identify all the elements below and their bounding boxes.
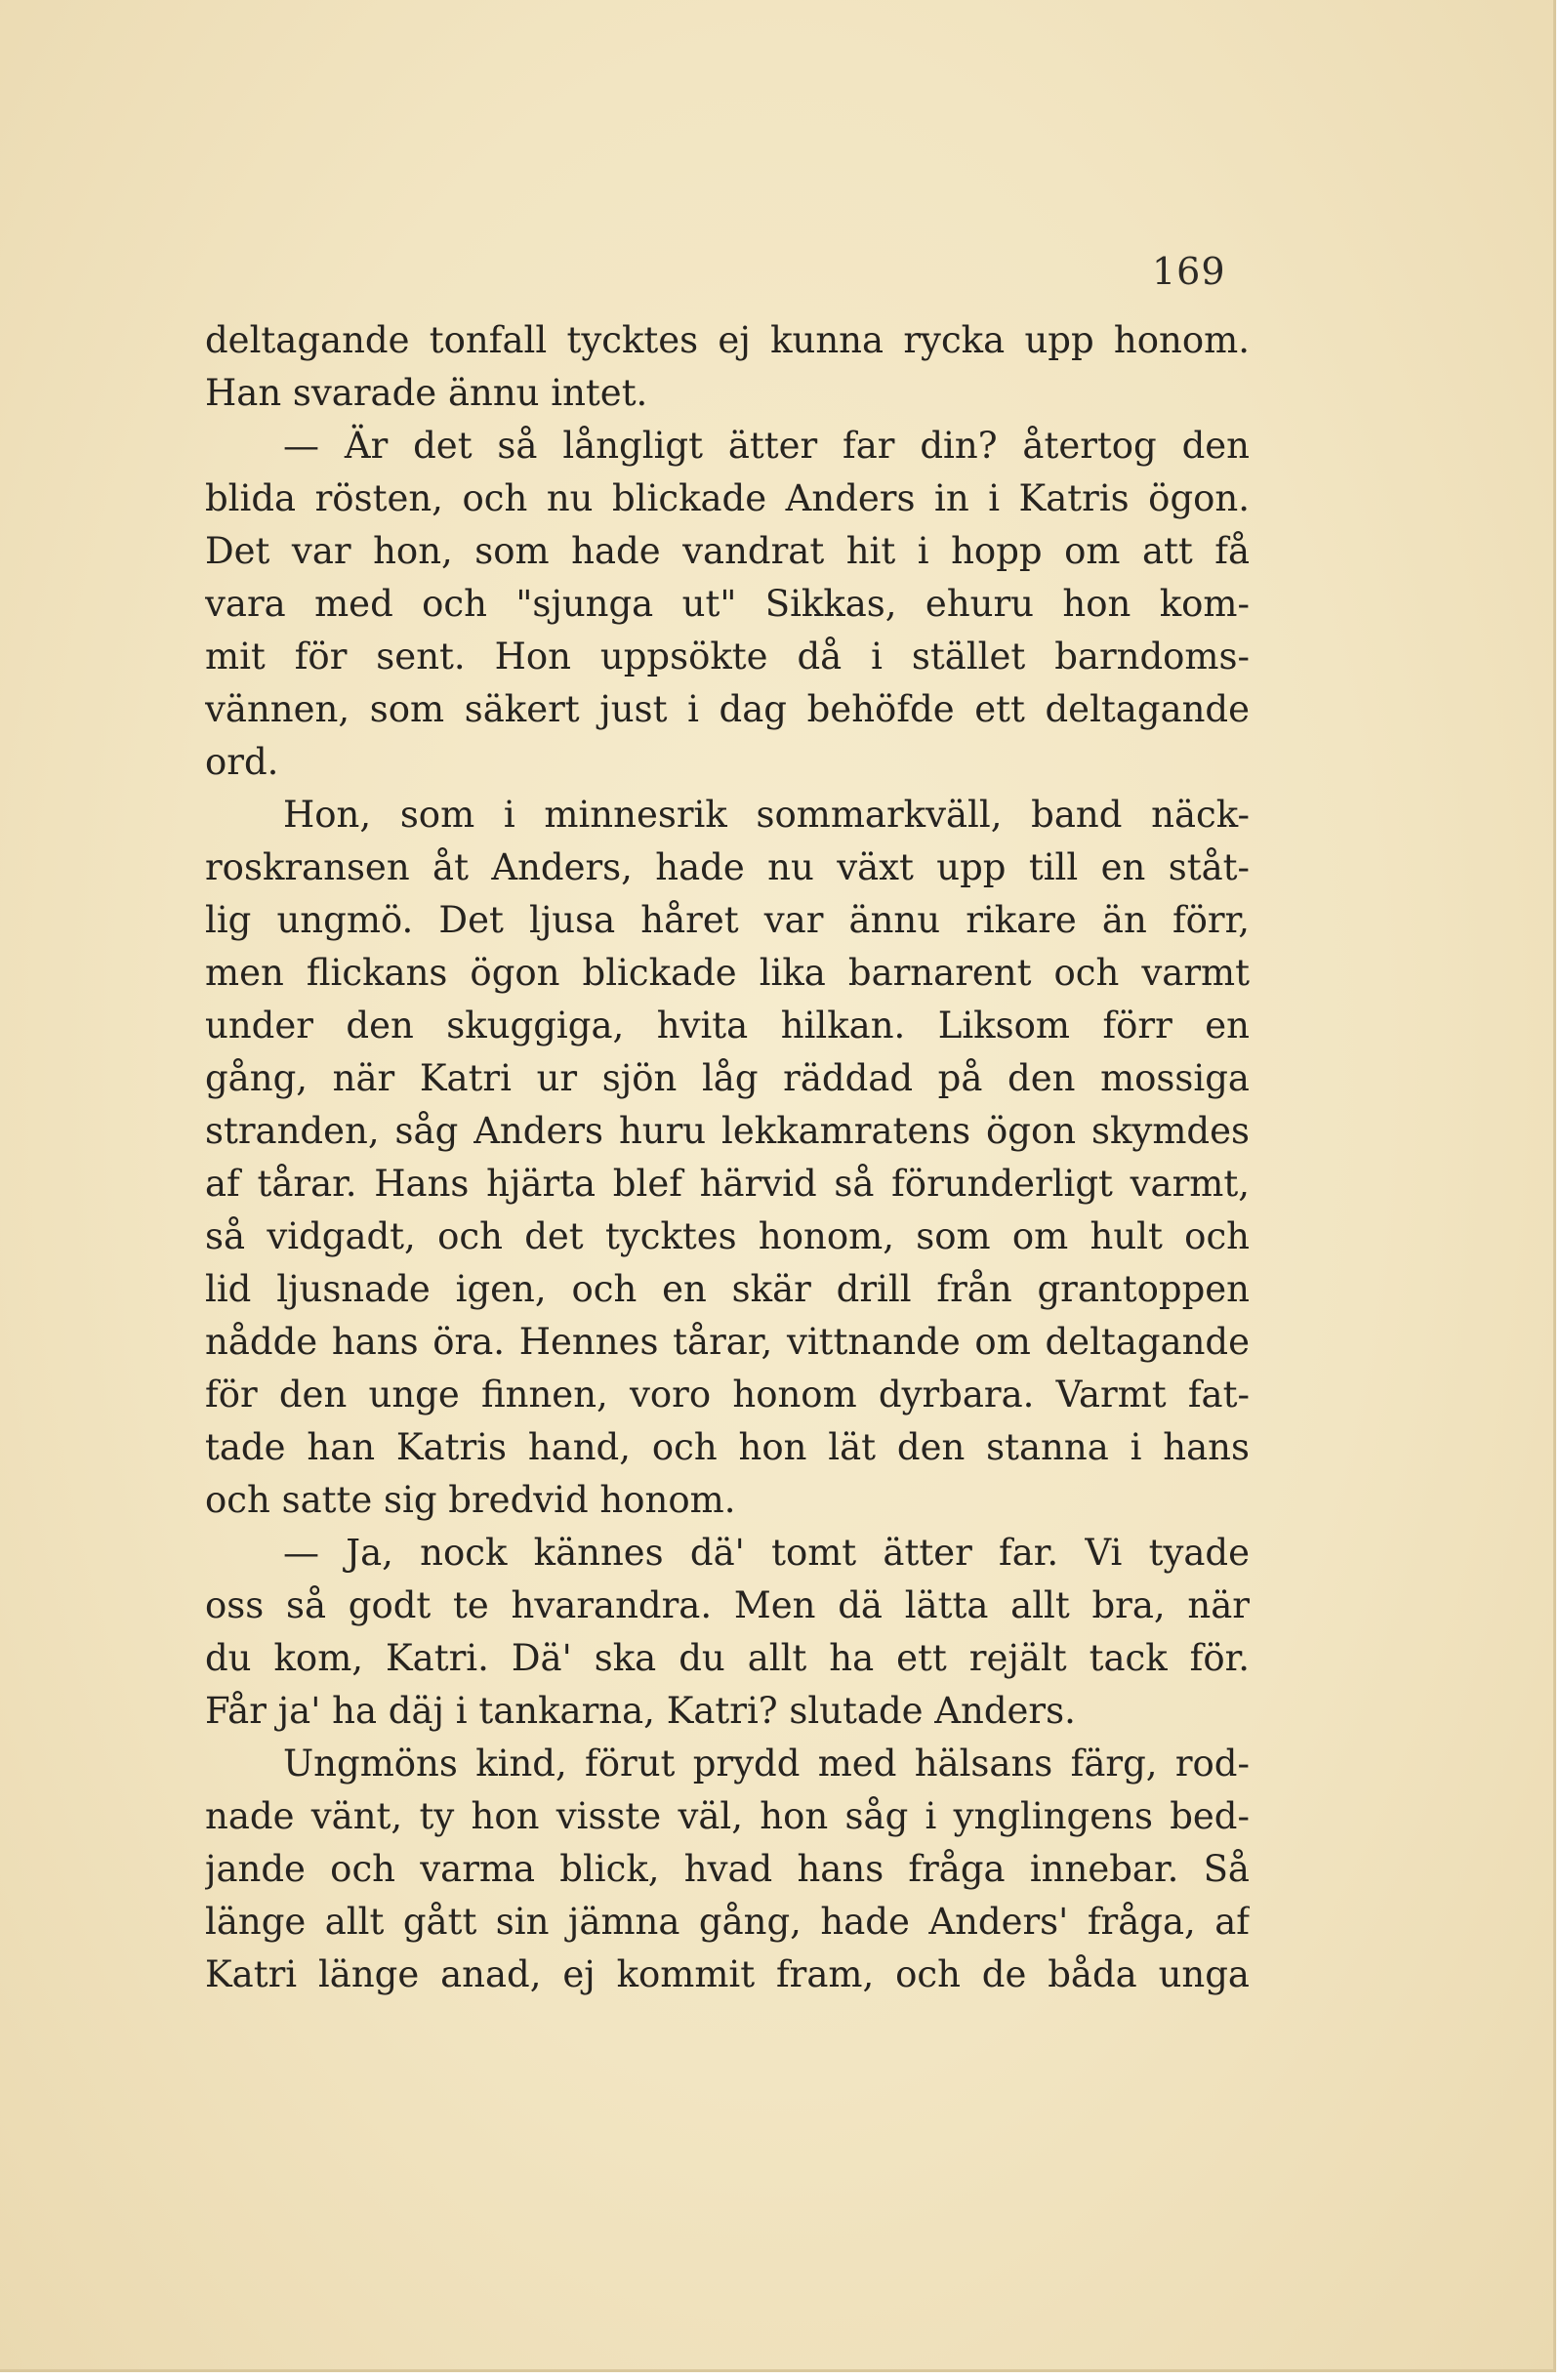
text-line: lid ljusnade igen, och en skär drill från grantoppen bbox=[205, 1268, 1250, 1310]
text-line: så vidgadt, och det tycktes honom, som om hult och bbox=[205, 1215, 1250, 1257]
text-line: deltagande tonfall tycktes ej kunna rycka upp honom. bbox=[205, 319, 1250, 361]
text-line: vara med och "sjunga ut" Sikkas, ehuru hon kom- bbox=[205, 583, 1250, 625]
text-line: blida rösten, och nu blickade Anders in i Katris ögon. bbox=[205, 477, 1250, 519]
text-line: länge allt gått sin jämna gång, hade Anders' fråga, af bbox=[205, 1901, 1250, 1943]
text-line: och satte sig bredvid honom. bbox=[205, 1479, 736, 1521]
text-line: vännen, som säkert just i dag behöfde ett deltagande bbox=[205, 688, 1250, 730]
text-line: Det var hon, som hade vandrat hit i hopp om att få bbox=[205, 530, 1250, 572]
text-line: roskransen åt Anders, hade nu växt upp till en ståt- bbox=[205, 846, 1250, 888]
text-line: Han svarade ännu intet. bbox=[205, 372, 648, 414]
page-number: 169 bbox=[1152, 250, 1226, 293]
text-line: mit för sent. Hon uppsökte då i stället barndoms- bbox=[205, 636, 1250, 677]
text-line: för den unge finnen, voro honom dyrbara. Varmt fat- bbox=[205, 1374, 1250, 1416]
text-line: under den skuggiga, hvita hilkan. Liksom förr en bbox=[205, 1005, 1250, 1046]
text-line: ord. bbox=[205, 741, 279, 783]
text-line: tade han Katris hand, och hon lät den stanna i hans bbox=[205, 1426, 1250, 1468]
text-line: Hon, som i minnesrik sommarkväll, band näck- bbox=[283, 794, 1250, 836]
text-line: lig ungmö. Det ljusa håret var ännu rikare än förr, bbox=[205, 899, 1250, 941]
text-line: gång, när Katri ur sjön låg räddad på den mossiga bbox=[205, 1057, 1250, 1099]
text-line: oss så godt te hvarandra. Men dä lätta allt bra, när bbox=[205, 1584, 1250, 1626]
text-line: Får ja' ha däj i tankarna, Katri? slutade Anders. bbox=[205, 1690, 1076, 1732]
body-text bbox=[205, 314, 1250, 2001]
text-line: du kom, Katri. Dä' ska du allt ha ett rejält tack för. bbox=[205, 1637, 1250, 1679]
text-line: af tårar. Hans hjärta blef härvid så förunderligt varmt, bbox=[205, 1163, 1250, 1205]
text-line: stranden, såg Anders huru lekkamratens ögon skymdes bbox=[205, 1110, 1250, 1152]
text-line: Katri länge anad, ej kommit fram, och de båda unga bbox=[205, 1953, 1250, 1995]
text-line: — Är det så långligt ätter far din? återtog den bbox=[283, 425, 1250, 467]
text-line: Ungmöns kind, förut prydd med hälsans färg, rod- bbox=[283, 1743, 1250, 1785]
text-line: nådde hans öra. Hennes tårar, vittnande om deltagande bbox=[205, 1321, 1250, 1363]
text-line: — Ja, nock kännes dä' tomt ätter far. Vi tyade bbox=[283, 1532, 1250, 1574]
text-line: nade vänt, ty hon visste väl, hon såg i ynglingens bed- bbox=[205, 1795, 1250, 1837]
text-line: men flickans ögon blickade lika barnarent och varmt bbox=[205, 952, 1250, 994]
text-line: jande och varma blick, hvad hans fråga innebar. Så bbox=[205, 1848, 1250, 1890]
